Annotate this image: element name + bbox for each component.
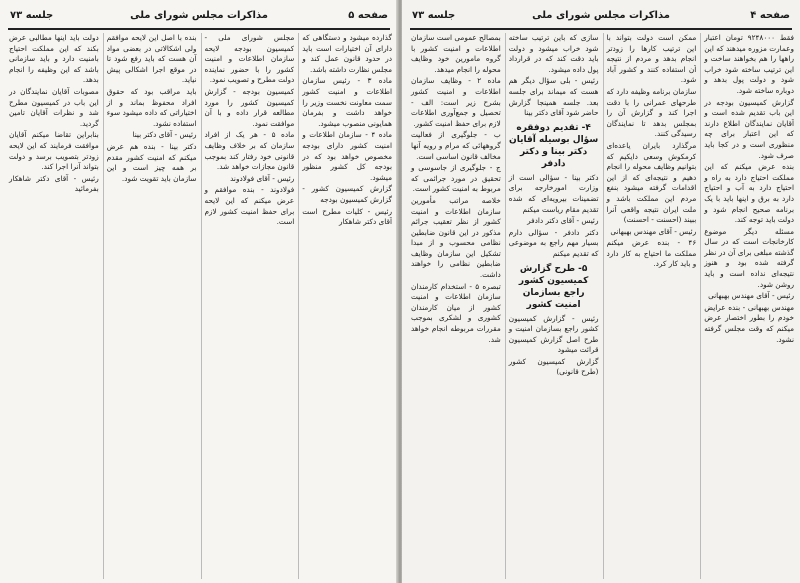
- paragraph: دولت باید اینها مطالبی عرض بکند که این مملکت احتیاج بامنیت دارد و باید سازمانی باشد که این وظیفه را انجام بدهد.: [9, 33, 99, 85]
- paragraph: کمیسیون بودجه - گزارش کمیسیون کشور را مورد مطالعه قرار داده و با آن موافقت نمود.: [204, 86, 295, 128]
- paragraph: مهندس بهبهانی - بنده عرایض خودم را بطور اختصار عرض میکنم که وقت مجلس گرفته نشود.: [704, 302, 794, 344]
- left-page: [0, 0, 398, 583]
- text-column: [103, 33, 197, 579]
- header-rule: [410, 28, 792, 30]
- paragraph: خلاصه مراتب مأمورین سازمان اطلاعات و امنیت کشور از نظر تعقیب جرائم مذکور در این قانون ضابطین نظامی محسوب و از مبدا تشکیل این سازمان وظایف ضابطین نظامی را خواهند داشت.: [411, 195, 501, 280]
- section-heading: ۴- تقدیم دوفقره سؤال بوسیله آقایان دکتر بینا و دکتر دادفر: [509, 122, 599, 169]
- page-header: [10, 10, 388, 26]
- paragraph: رئیس - آقای دکتر شاهکار بفرمائید: [9, 173, 99, 194]
- paragraph: بمصالح عمومی است سازمان اطلاعات و امنیت کشور با گروه مامورین خود وظایف محوله را انجام میدهد.: [411, 33, 501, 74]
- paragraph: ماده ۳ - رئیس سازمان اطلاعات و امنیت کشور سمت معاونت نخست وزیر را خواهد داشت و بفرمان همایونی منصوب میشود.: [302, 76, 392, 128]
- text-column: [6, 33, 99, 579]
- paragraph: سازمان برنامه وظیفه دارد که طرحهای عمرانی را با دقت اجرا کند و گزارش آن را بمجلس بدهد تا نمایندگان رسیدگی کنند.: [606, 86, 697, 139]
- paragraph: گزارش کمیسیون کشور - گزارش کمیسیون بودجه: [302, 184, 392, 204]
- paragraph: رئیس - بلی سؤال دیگر هم هست که میماند برای جلسه بعد. جلسه همینجا گزارش حاضر شود آقای دکتر بینا: [508, 76, 599, 118]
- text-column: [408, 33, 501, 579]
- text-column: [298, 33, 392, 579]
- text-column: [505, 33, 599, 579]
- session-number: جلسه ۷۳: [10, 10, 54, 21]
- paragraph: رئیس - آقای دکتر دادفر: [527, 216, 599, 226]
- page-number: صفحه ۵: [348, 10, 388, 21]
- paragraph: فقط ۹۲۴۸۰۰۰ تومان اعتبار وعمارت مزوره میدهند که این راهها را هم بخواهند ساخت و این ترتیب ساخته شود خراب شود و دولت پول بدهد و دوباره ساخته شود.: [704, 33, 794, 95]
- paragraph: بنده عرض میکنم که این مملکت احتیاج دارد به راه و احتیاج دارد به آب و احتیاج دارد به برق و اینها باید با یک برنامه صحیح انجام شود و دولت باید توجه کند.: [704, 162, 794, 225]
- paragraph: ممکن است دولت بتواند با این ترتیب کارها را زودتر انجام بدهد و مردم از نتیجه آن استفاده کنند و کشور آباد شود.: [606, 33, 697, 85]
- text-columns: [6, 33, 392, 579]
- paragraph: مرگذارد بایران یاعده‌ای کرمکوش وسعی دایکیم که بتوانیم وظایف محوله را انجام دهیم و نتیجه‌ای که از این اقدامات گرفته میشود بنفع مردم این مملکت باشد و ملت ایران نتیجه واقعی آنرا ببیند (احسنت - احسنت): [606, 140, 697, 225]
- paragraph: دکتر بینا - بنده هم عرض میکنم که امنیت کشور مقدم بر همه چیز است و این سازمان باید تقویت شود.: [106, 141, 197, 183]
- text-columns: [408, 33, 794, 579]
- section-heading: ۵- طرح گزارش کمیسیون کشور راجع بسازمان امنیت کشور: [518, 263, 589, 310]
- session-number: جلسه ۷۳: [412, 10, 456, 21]
- paragraph: ب - جلوگیری از فعالیت گروههائی که مرام و رویه آنها مخالف قانون اساسی است.: [411, 130, 501, 161]
- paragraph: ۴۶ - بنده عرض میکنم مملکت ما احتیاج به کار دارد و باید کار کرد.: [606, 238, 697, 269]
- paragraph: گزارش کمیسیون بودجه در این باب تقدیم شده است و آقایان نمایندگان اطلاع دارند که این اعتبار برای چه منظوری است و در کجا باید صرف شود.: [704, 97, 794, 160]
- text-column: [700, 33, 794, 579]
- paragraph: تبصره ۵ - استخدام کارمندان سازمان اطلاعات و امنیت کشور از میان کارمندان کشوری و لشکری بموجب مقررات مربوطه انجام خواهد شد.: [411, 281, 501, 344]
- running-title: مذاکرات مجلس شورای ملی: [532, 10, 670, 21]
- paragraph: مجلس شورای ملی - کمیسیون بودجه لایحه سازمان اطلاعات و امنیت کشور را با حضور نماینده دولت مطرح و تصویب نمود.: [204, 33, 295, 85]
- paragraph: دکتر دادفر - سؤالی دارم بسیار مهم راجع به موضوعی که تقدیم میکنم: [508, 227, 599, 258]
- paragraph: ماده ۲ - وظایف سازمان اطلاعات و امنیت کشور بشرح زیر است: الف - تحصیل و جمع‌آوری اطلاعات لازم برای حفظ امنیت کشور.: [411, 76, 501, 128]
- paragraph: رئیس - گزارش کمیسیون کشور راجع بسازمان امنیت و طرح اصل گزارش کمیسیون قرائت میشود: [508, 313, 599, 355]
- paragraph: رئیس - آقای مهندس بهبهانی: [708, 291, 794, 301]
- paragraph: گذارده میشود و دستگاهی که دارای آن اختیارات است باید در حدود قانون عمل کند و مجلس نظارت داشته باشد.: [302, 33, 392, 74]
- paragraph: مسئله دیگر موضوع کارخانجات است که در سال گذشته مبلغی برای آن در نظر گرفته شده بود و هنوز نتیجه‌ای نداده است و باید روشن شود.: [704, 226, 794, 289]
- text-column: [603, 33, 697, 579]
- text-column: [201, 33, 295, 579]
- paragraph: بنابراین تقاضا میکنم آقایان موافقت فرمایند که این لایحه زودتر بتصویب برسد و دولت بتواند آنرا اجرا کند.: [9, 130, 99, 172]
- running-title: مذاکرات مجلس شورای ملی: [130, 10, 268, 21]
- paragraph: مصوبات آقایان نمایندگان در این باب در کمیسیون مطرح شد و نظرات آقایان تامین گردید.: [9, 86, 99, 128]
- header-rule: [8, 28, 390, 30]
- page-number: صفحه ۴: [750, 10, 790, 21]
- page-header: [412, 10, 790, 26]
- paragraph: رئیس - کلیات مطرح است آقای دکتر شاهکار: [302, 206, 392, 227]
- paragraph: رئیس - آقای فولادوند: [230, 173, 295, 183]
- paragraph: ماده ۴ - سازمان اطلاعات و امنیت کشور دارای بودجه مخصوص خواهد بود که در بودجه کل کشور منظور میشود.: [302, 130, 392, 182]
- paragraph: ج - جلوگیری از جاسوسی و تحقیق در مورد جرائمی که مربوط به امنیت کشور است.: [411, 163, 501, 194]
- right-page: [402, 0, 800, 583]
- paragraph: دکتر بینا - سؤالی است از وزارت امورخارجه برای تضمینات بیرویه‌ای که شده تقدیم مقام ریاست میکنم: [508, 172, 599, 214]
- paragraph: سازی که باین ترتیب ساخته شود خراب میشود و دولت باید دقت کند که در قرارداد پول داده میشود.: [508, 33, 599, 74]
- paragraph: فولادوند - بنده موافقم و عرض میکنم که این لایحه برای حفظ امنیت کشور لازم است.: [204, 185, 295, 227]
- paragraph: باید مراقب بود که حقوق افراد محفوظ بماند و از اختیاراتی که داده میشود سوء استفاده نشود.: [106, 86, 197, 128]
- paragraph: بنده با اصل این لایحه موافقم ولی اشکالاتی در بعضی مواد آن هست که باید رفع شود تا در موقع اجرا اشکالی پیش نیاید.: [106, 33, 197, 85]
- paragraph: رئیس - آقای مهندس بهبهانی: [610, 226, 697, 236]
- paragraph: گزارش کمیسیون کشور (طرح قانونی): [508, 356, 599, 377]
- paragraph: ماده ۵ - هر یک از افراد سازمان که بر خلاف وظایف قانونی خود رفتار کند بموجب قانون مجازات خواهد شد.: [204, 130, 295, 172]
- paragraph: رئیس - آقای دکتر بینا: [132, 130, 197, 140]
